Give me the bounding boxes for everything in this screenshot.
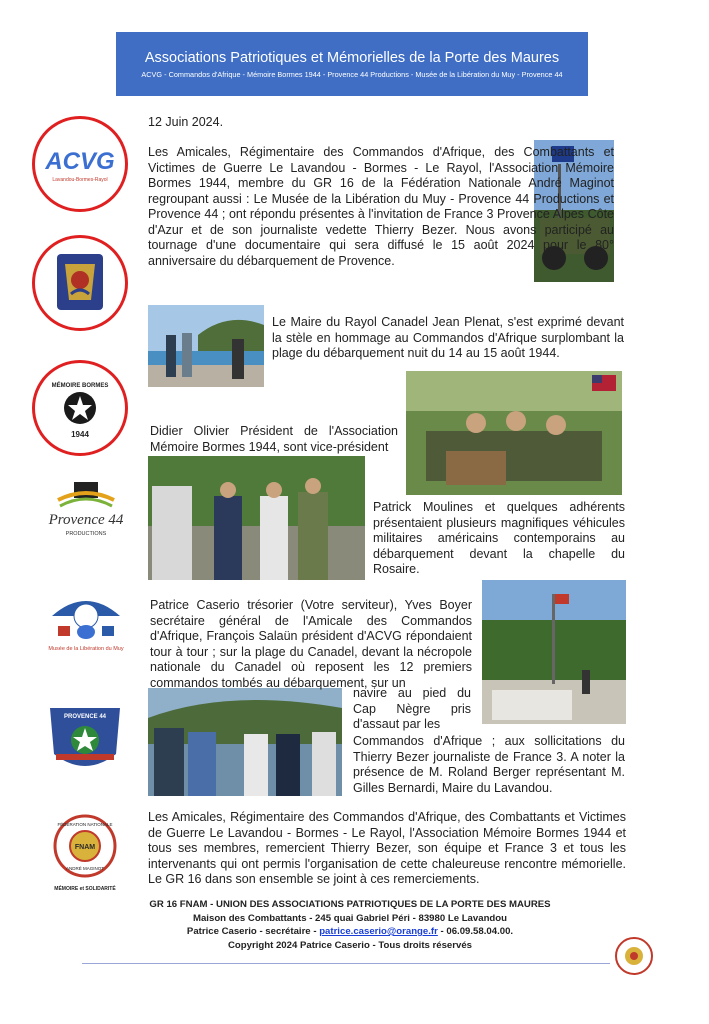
footer-divider (82, 963, 610, 964)
provence44b-logo-text: PROVENCE 44 (63, 714, 107, 720)
footer-line-address: Maison des Combattants - 245 quai Gabriel Péri - 83980 Le Lavandou (192, 912, 508, 924)
article-date: 12 Juin 2024. (148, 115, 224, 129)
footer-email-link[interactable]: patrice.caserio@orange.fr (319, 926, 438, 937)
article-paragraph-intro: Les Amicales, Régimentaire des Commandos d'Afrique, des Combattants et Victimes de Guerre Le Lavandou - Bormes - Le Rayol, l'Association Mémoire Bormes 1944, membre du GR 16 de la Fédération Nationale André Maginot regroupant aussi : Le Musée de la Libération du Muy - Provence 44 Productions et Provence 44 ; ont répondu présentes à l'invitation de France 3 Provence Alpes Côte d'Azur et de son journaliste vedette Thierry Bezer. Nous avons participé au tournage d'une documentaire qui sera diffusé le 15 août 2024 pour le 80° anniversaire du débarquement de Provence. (148, 145, 614, 268)
fnam-logo-top: FÉDÉRATION NATIONALE (57, 822, 113, 827)
article-paragraph-patrice-part2: navire au pied du Cap Nègre pris d'assaut par les (353, 686, 471, 731)
provence44-badge-logo (42, 698, 128, 778)
fnam-logo-mid: FNAM (74, 844, 96, 851)
acvg-logo-text: ACVG (45, 148, 115, 175)
footer-contact-suffix: - 06.09.58.04.00. (437, 926, 514, 937)
provence44-logo-sub: PRODUCTIONS (65, 531, 107, 537)
acvg-logo-sub: Lavandou-Bormes-Rayol (52, 177, 108, 183)
photo-mayor-stele (148, 305, 264, 387)
footer-line-union: GR 16 FNAM - UNION DES ASSOCIATIONS PATRIOTIQUES DE LA PORTE DES MAURES (149, 899, 551, 910)
article-paragraph-mayor: Le Maire du Rayol Canadel Jean Plenat, s'est exprimé devant la stèle en hommage au Commandos d'Afrique surplombant la plage du débarquement nuit du 14 au 15 août 1944. (272, 315, 624, 360)
article-paragraph-didier: Didier Olivier Président de l'Association Mémoire Bormes 1944, sont vice-président (150, 424, 398, 454)
photo-vehicles-veterans (406, 371, 622, 495)
musee-liberation-logo (38, 586, 134, 658)
fnam-logo-bottom: ANDRÉ MAGINOT (65, 866, 105, 871)
fnam-logo-motto: MÉMOIRE et SOLIDARITÉ (54, 886, 116, 892)
photo-necropole (482, 580, 626, 724)
article-paragraph-patrick: Patrick Moulines et quelques adhérents présentaient plusieurs magnifiques véhicules militaires américains contemporains au débarquement devant la chapelle du Rosaire. (373, 500, 625, 576)
header-subtitle: ACVG - Commandos d'Afrique - Mémoire Bormes 1944 - Provence 44 Productions - Musée de la Libération du Muy - Provence 44 (141, 70, 563, 79)
article-paragraph-thanks: Les Amicales, Régimentaire des Commandos d'Afrique, des Combattants et Victimes de Guerre Le Lavandou - Bormes - Le Rayol, l'Association Mémoire Bormes 1944 et tous ses membres, remercient Thierry Bezer, son équipe et France 3 et tous les intervenants qui ont permis l'organisation de cette chaleureuse rencontre mémorielle. Le GR 16 dans son ensemble se joint à ces remerciements. (148, 810, 626, 886)
footer-line-contact (110, 925, 590, 939)
header-title: Associations Patriotiques et Mémorielles de la Porte des Maures (144, 50, 560, 66)
memoire-logo-top: MÉMOIRE BORMES (51, 383, 109, 389)
footer-contact-prefix: Patrice Caserio - secrétaire - (186, 926, 320, 937)
photo-interview-group (148, 456, 365, 580)
header-banner (116, 32, 588, 96)
footer-fnam-seal (614, 936, 654, 976)
provence44-logo-text: Provence 44 (48, 512, 124, 528)
memoire-bormes-logo (32, 360, 128, 456)
provence44-productions-logo (38, 478, 134, 548)
fnam-logo (44, 812, 126, 896)
commandos-afrique-insignia (32, 235, 128, 331)
footer (110, 898, 590, 952)
acvg-logo (32, 116, 128, 212)
photo-tv-crew (148, 688, 342, 796)
article-paragraph-patrice-part1: Patrice Caserio trésorier (Votre serviteur), Yves Boyer secrétaire général de l'Amicale des Commandos d'Afrique, François Salaün président d'ACVG répondaient tour à tour ; sur la plage du Canadel, devant la nécropole nationale du Canadel où reposent les 12 premiers commandos tombés au débarquement, sur un (150, 598, 472, 690)
memoire-logo-bottom: 1944 (71, 430, 89, 439)
article-paragraph-patrice-part3: Commandos d'Afrique ; aux sollicitations du Thierry Bezer journaliste de France 3. A noter la présence de M. Roland Berger représentant M. Gilles Bernardi, Maire du Lavandou. (353, 734, 625, 795)
musee-logo-sub: Musée de la Libération du Muy (48, 646, 124, 652)
footer-line-copyright: Copyright 2024 Patrice Caserio - Tous droits réservés (227, 939, 473, 951)
